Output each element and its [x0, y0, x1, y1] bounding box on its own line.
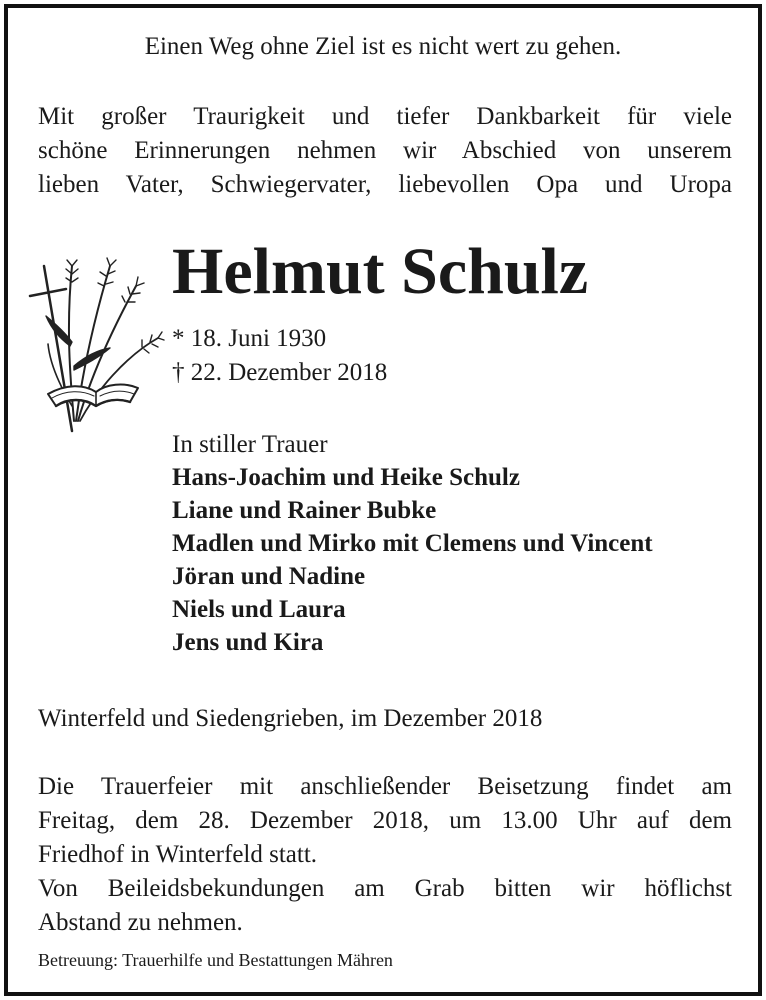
ceremony-line-5: Abstand zu nehmen. [38, 909, 243, 936]
intro-line-2: schöne Erinnerungen nehmen wir Abschied von unserem [38, 137, 732, 164]
mourner-name: Jens und Kira [172, 629, 324, 656]
intro-text [38, 100, 732, 202]
ceremony-line-2: Freitag, dem 28. Dezember 2018, um 13.00 Uhr auf dem [38, 807, 732, 834]
place-and-date: Winterfeld und Siedengrieben, im Dezember 2018 [38, 705, 543, 732]
funeral-service-credit: Betreuung: Trauerhilfe und Bestattungen Mähren [38, 950, 393, 970]
mourner-name: Hans-Joachim und Heike Schulz [172, 464, 520, 491]
ceremony-line-4: Von Beileidsbekundungen am Grab bitten wir höflichst [38, 875, 732, 902]
mourner-name: Madlen und Mirko mit Clemens und Vincent [172, 530, 653, 557]
intro-line-1: Mit großer Traurigkeit und tiefer Dankbarkeit für viele [38, 103, 732, 130]
mourner-name: Liane und Rainer Bubke [172, 497, 437, 524]
mourner-name: Niels und Laura [172, 596, 346, 623]
mourners-list [172, 428, 653, 659]
ceremony-line-1: Die Trauerfeier mit anschließender Beisetzung findet am [38, 773, 732, 800]
birth-date: * 18. Juni 1930 [172, 325, 327, 352]
cross-wheat-book-icon [26, 246, 166, 436]
mourners-heading: In stiller Trauer [172, 431, 328, 458]
ceremony-line-3: Friedhof in Winterfeld statt. [38, 841, 318, 868]
intro-line-3: lieben Vater, Schwiegervater, liebevollen Opa und Uropa [38, 171, 732, 198]
life-dates [172, 322, 387, 390]
ceremony-info [38, 770, 732, 940]
deceased-name: Helmut Schulz [172, 235, 589, 308]
mourner-name: Jöran und Nadine [172, 563, 366, 590]
obituary-frame [4, 4, 762, 996]
death-date: † 22. Dezember 2018 [172, 359, 388, 386]
motto: Einen Weg ohne Ziel ist es nicht wert zu gehen. [144, 33, 622, 60]
